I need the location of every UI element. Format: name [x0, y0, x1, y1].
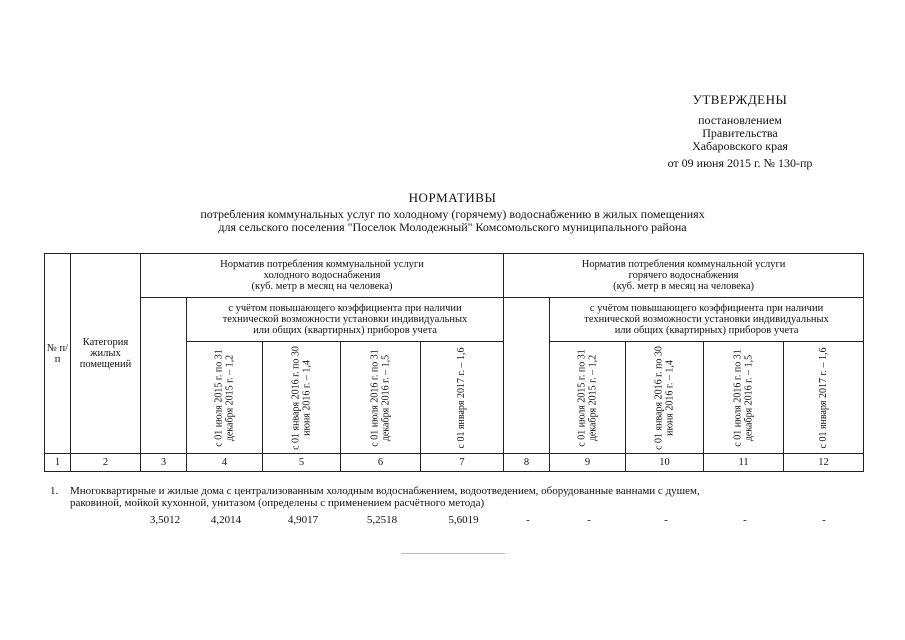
hot-period-3-label: с 01 июля 2016 г. по 31 декабря 2016 г. – 1,5 — [732, 348, 754, 447]
cold-coef-line-2: технической возможности установки индивидуальных — [222, 314, 468, 325]
hot-period-3 — [704, 342, 784, 454]
cold-header-line-2: холодного водоснабжения — [263, 270, 381, 281]
cold-period-3-label: с 01 июля 2016 г. по 31 декабря 2016 г. – 1,5 — [369, 348, 391, 447]
row-text-line-1: Многоквартирные и жилые дома с централизованным холодным водоснабжением, водоотведением, оборудованные ваннами с душем, — [70, 485, 700, 497]
hot-period-1-label: с 01 июля 2015 г. по 31 декабря 2015 г. – 1,2 — [576, 348, 598, 447]
row-text-line-2: раковиной, мойкой кухонной, унитазом (определены с применением расчётного метода) — [70, 497, 485, 509]
hot-header-line-2: горячего водоснабжения — [628, 270, 739, 281]
value-cell: - — [587, 514, 591, 526]
cold-period-1-label: с 01 июля 2015 г. по 31 декабря 2015 г. – 1,2 — [213, 348, 235, 447]
document-subtitle-1: потребления коммунальных услуг по холодному (горячему) водоснабжению в жилых помещениях — [200, 207, 705, 221]
col-number: 2 — [71, 454, 141, 472]
approval-line-2: Правительства — [702, 126, 778, 140]
hot-period-2 — [626, 342, 704, 454]
value-cell: 3,5012 — [149, 514, 181, 526]
cold-coef-line-1: с учётом повышающего коэффициента при наличии — [228, 303, 462, 314]
header-category: Категория жилых помещений — [71, 254, 141, 454]
hot-coef-line-2: технической возможности установки индивидуальных — [584, 314, 829, 325]
hot-period-4 — [784, 342, 864, 454]
cold-header-line-1: Норматив потребления коммунальной услуги — [220, 259, 424, 270]
col-number: 9 — [550, 454, 626, 472]
value-cell: 4,9017 — [287, 514, 319, 526]
hot-base-cell — [504, 298, 550, 454]
value-cell: - — [664, 514, 668, 526]
cold-period-1 — [187, 342, 263, 454]
value-cell: 4,2014 — [210, 514, 242, 526]
header-hot-water — [504, 254, 864, 298]
col-number: 12 — [784, 454, 864, 472]
col-number: 7 — [421, 454, 504, 472]
col-number: 5 — [263, 454, 341, 472]
cold-coef-line-3: или общих (квартирных) приборов учета — [253, 325, 437, 336]
cold-base-cell — [141, 298, 187, 454]
hot-period-4-label: с 01 января 2017 г. – 1,6 — [817, 347, 829, 448]
value-cell: - — [743, 514, 747, 526]
row-number: 1. — [50, 485, 59, 497]
approval-line-3: Хабаровского края — [692, 139, 788, 153]
col-number: 1 — [45, 454, 71, 472]
approval-line-1: постановлением — [698, 113, 782, 127]
cold-period-4-label: с 01 января 2017 г. – 1,6 — [455, 347, 467, 448]
hot-period-1 — [550, 342, 626, 454]
norms-table — [44, 253, 864, 472]
header-cold-water — [141, 254, 504, 298]
value-cell: - — [822, 514, 826, 526]
document-title: НОРМАТИВЫ — [408, 190, 497, 205]
document-subtitle-2: для сельского поселения "Поселок Молодежный" Комсомольского муниципального района — [218, 220, 687, 234]
col-number: 8 — [504, 454, 550, 472]
cold-period-3 — [341, 342, 421, 454]
value-cell: 5,6019 — [448, 514, 479, 526]
col-number: 4 — [187, 454, 263, 472]
end-divider — [401, 553, 505, 554]
cold-coef-header — [187, 298, 504, 342]
hot-coef-line-1: с учётом повышающего коэффициента при наличии — [589, 303, 824, 314]
hot-header-line-3: (куб. метр в месяц на человека) — [613, 281, 755, 292]
hot-header-line-1: Норматив потребления коммунальной услуги — [581, 259, 786, 270]
col-number: 3 — [141, 454, 187, 472]
approval-title: УТВЕРЖДЕНЫ — [692, 92, 788, 107]
cold-period-2-label: с 01 января 2016 г. по 30 июня 2016 г. – 1,4 — [290, 345, 312, 450]
col-number: 11 — [704, 454, 784, 472]
hot-period-2-label: с 01 января 2016 г. по 30 июня 2016 г. – 1,4 — [653, 345, 675, 450]
cold-period-4 — [421, 342, 504, 454]
col-number: 6 — [341, 454, 421, 472]
cold-header-line-3: (куб. метр в месяц на человека) — [251, 281, 393, 292]
column-number-row — [45, 454, 864, 472]
value-cell: - — [526, 514, 530, 526]
header-num: № п/п — [45, 254, 71, 454]
approval-line-4: от 09 июня 2015 г. № 130-пр — [667, 156, 813, 170]
col-number: 10 — [626, 454, 704, 472]
hot-coef-line-3: или общих (квартирных) приборов учета — [614, 325, 799, 336]
hot-coef-header — [550, 298, 864, 342]
value-cell: 5,2518 — [366, 514, 398, 526]
cold-period-2 — [263, 342, 341, 454]
